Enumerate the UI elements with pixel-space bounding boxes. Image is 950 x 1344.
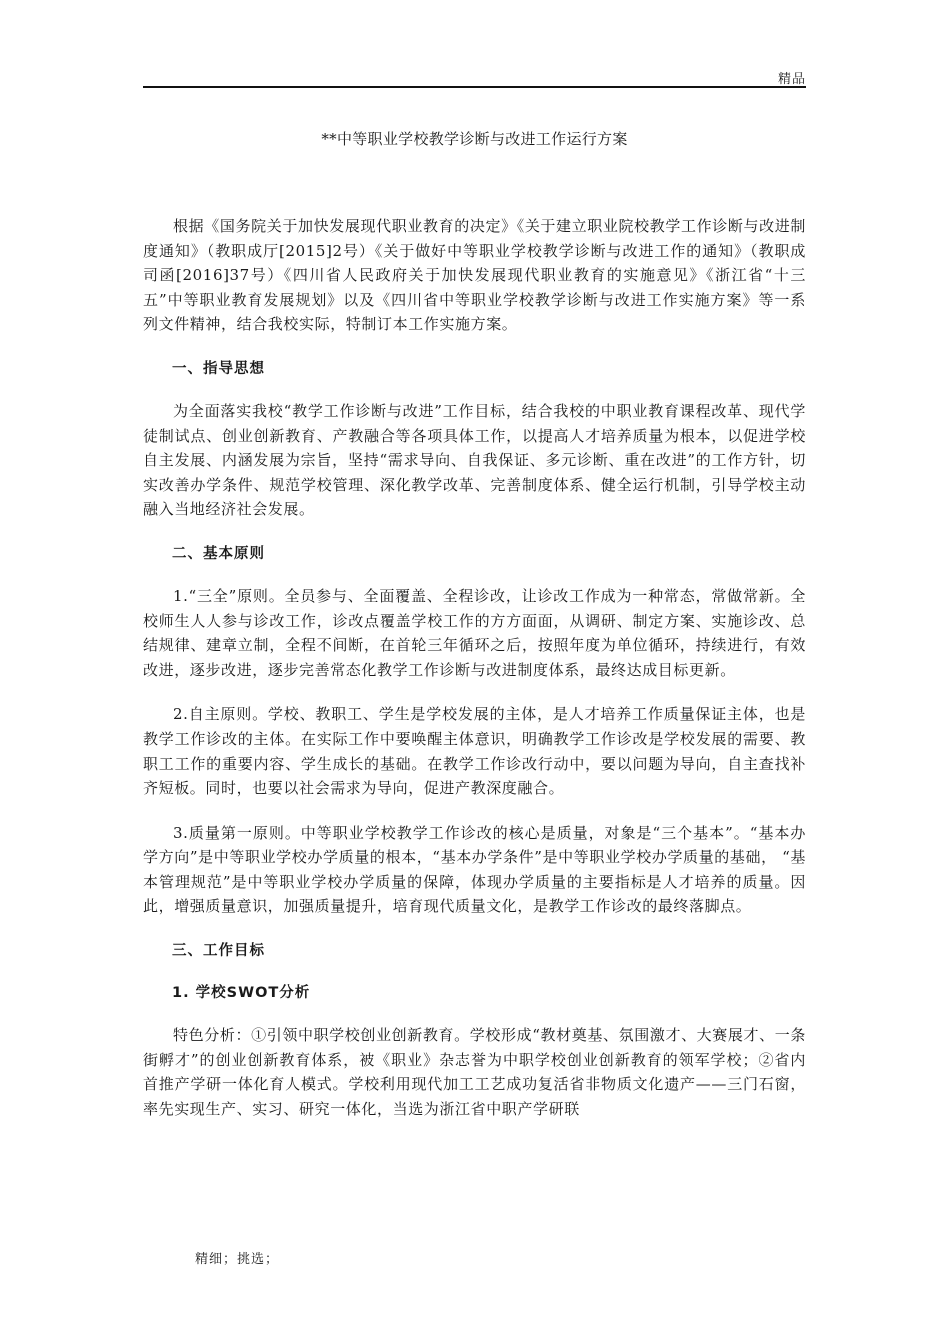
subsection-heading-swot: 1. 学校SWOT分析	[172, 985, 311, 1002]
principle-paragraph-2: 2.自主原则。学校、教职工、学生是学校发展的主体，是人才培养工作质量保证主体，也是教学工作诊改的主体。在实际工作中要唤醒主体意识，明确教学工作诊改是学校发展的需要、教职工工作的重要内容、学生成长的基础。在教学工作诊改行动中，要以问题为导向，自主查找补齐短板。同时，也要以社会需求为导向，促进产教深度融合。	[143, 705, 806, 798]
footer-label: 精细；挑选；	[195, 1252, 280, 1267]
principle-paragraph-3: 3.质量第一原则。中等职业学校教学工作诊改的核心是质量，对象是“三个基本”。“基本办学方向”是中等职业学校办学质量的根本，“基本办学条件”是中等职业学校办学质量的基础， “基本管理规范”是中等职业学校办学质量的保障，体现办学质量的主要指标是人才培养的质量。因此，增强质量意识，加强质量提升，培育现代质量文化，是教学工作诊改的最终落脚点。	[143, 823, 806, 916]
document-title: **中等职业学校教学诊断与改进工作运行方案	[321, 130, 628, 148]
principle-paragraph-1: 1.“三全”原则。全员参与、全面覆盖、全程诊改，让诊改工作成为一种常态，常做常新。全校师生人人参与诊改工作，诊改点覆盖学校工作的方方面面，从调研、制定方案、实施诊改、总结规律、建章立制，全程不间断，在首轮三年循环之后，按照年度为单位循环，持续进行，有效改进，逐步改进，逐步完善常态化教学工作诊断与改进制度体系，最终达成目标更新。	[143, 586, 806, 679]
document-body	[143, 214, 806, 1141]
header-rule	[143, 86, 806, 88]
intro-paragraph: 根据《国务院关于加快发展现代职业教育的决定》《关于建立职业院校教学工作诊断与改进制度通知》（教职成厅[2015]2号）《关于做好中等职业学校教学诊断与改进工作的通知》（教职成司函[2016]37号）《四川省人民政府关于加快发展现代职业教育的实施意见》《浙江省“十三五”中等职业教育发展规划》以及《四川省中等职业学校教学诊断与改进工作实施方案》等一系列文件精神，结合我校实际，特制订本工作实施方案。	[143, 217, 806, 334]
section-heading-guiding-ideology: 一、指导思想	[172, 360, 265, 377]
swot-paragraph: 特色分析：①引领中职学校创业创新教育。学校形成“教材奠基、氛围激才、大赛展才、一条街孵才”的创业创新教育体系，被《职业》杂志誉为中职学校创业创新教育的领军学校；②省内首推产学研一体化育人模式。学校利用现代加工工艺成功复活省非物质文化遗产——三门石窗，率先实现生产、实习、研究一体化，当选为浙江省中职产学研联	[143, 1026, 806, 1118]
section-heading-work-goals: 三、工作目标	[172, 943, 265, 960]
guiding-ideology-paragraph: 为全面落实我校“教学工作诊断与改进”工作目标，结合我校的中职业教育课程改革、现代学徒制试点、创业创新教育、产教融合等各项具体工作，以提高人才培养质量为根本，以促进学校自主发展、内涵发展为宗旨，坚持“需求导向、自我保证、多元诊断、重在改进”的工作方针，切实改善办学条件、规范学校管理、深化教学改革、完善制度体系、健全运行机制，引导学校主动融入当地经济社会发展。	[143, 401, 806, 519]
section-heading-basic-principles: 二、基本原则	[172, 545, 265, 562]
header-label: 精品	[777, 72, 806, 87]
